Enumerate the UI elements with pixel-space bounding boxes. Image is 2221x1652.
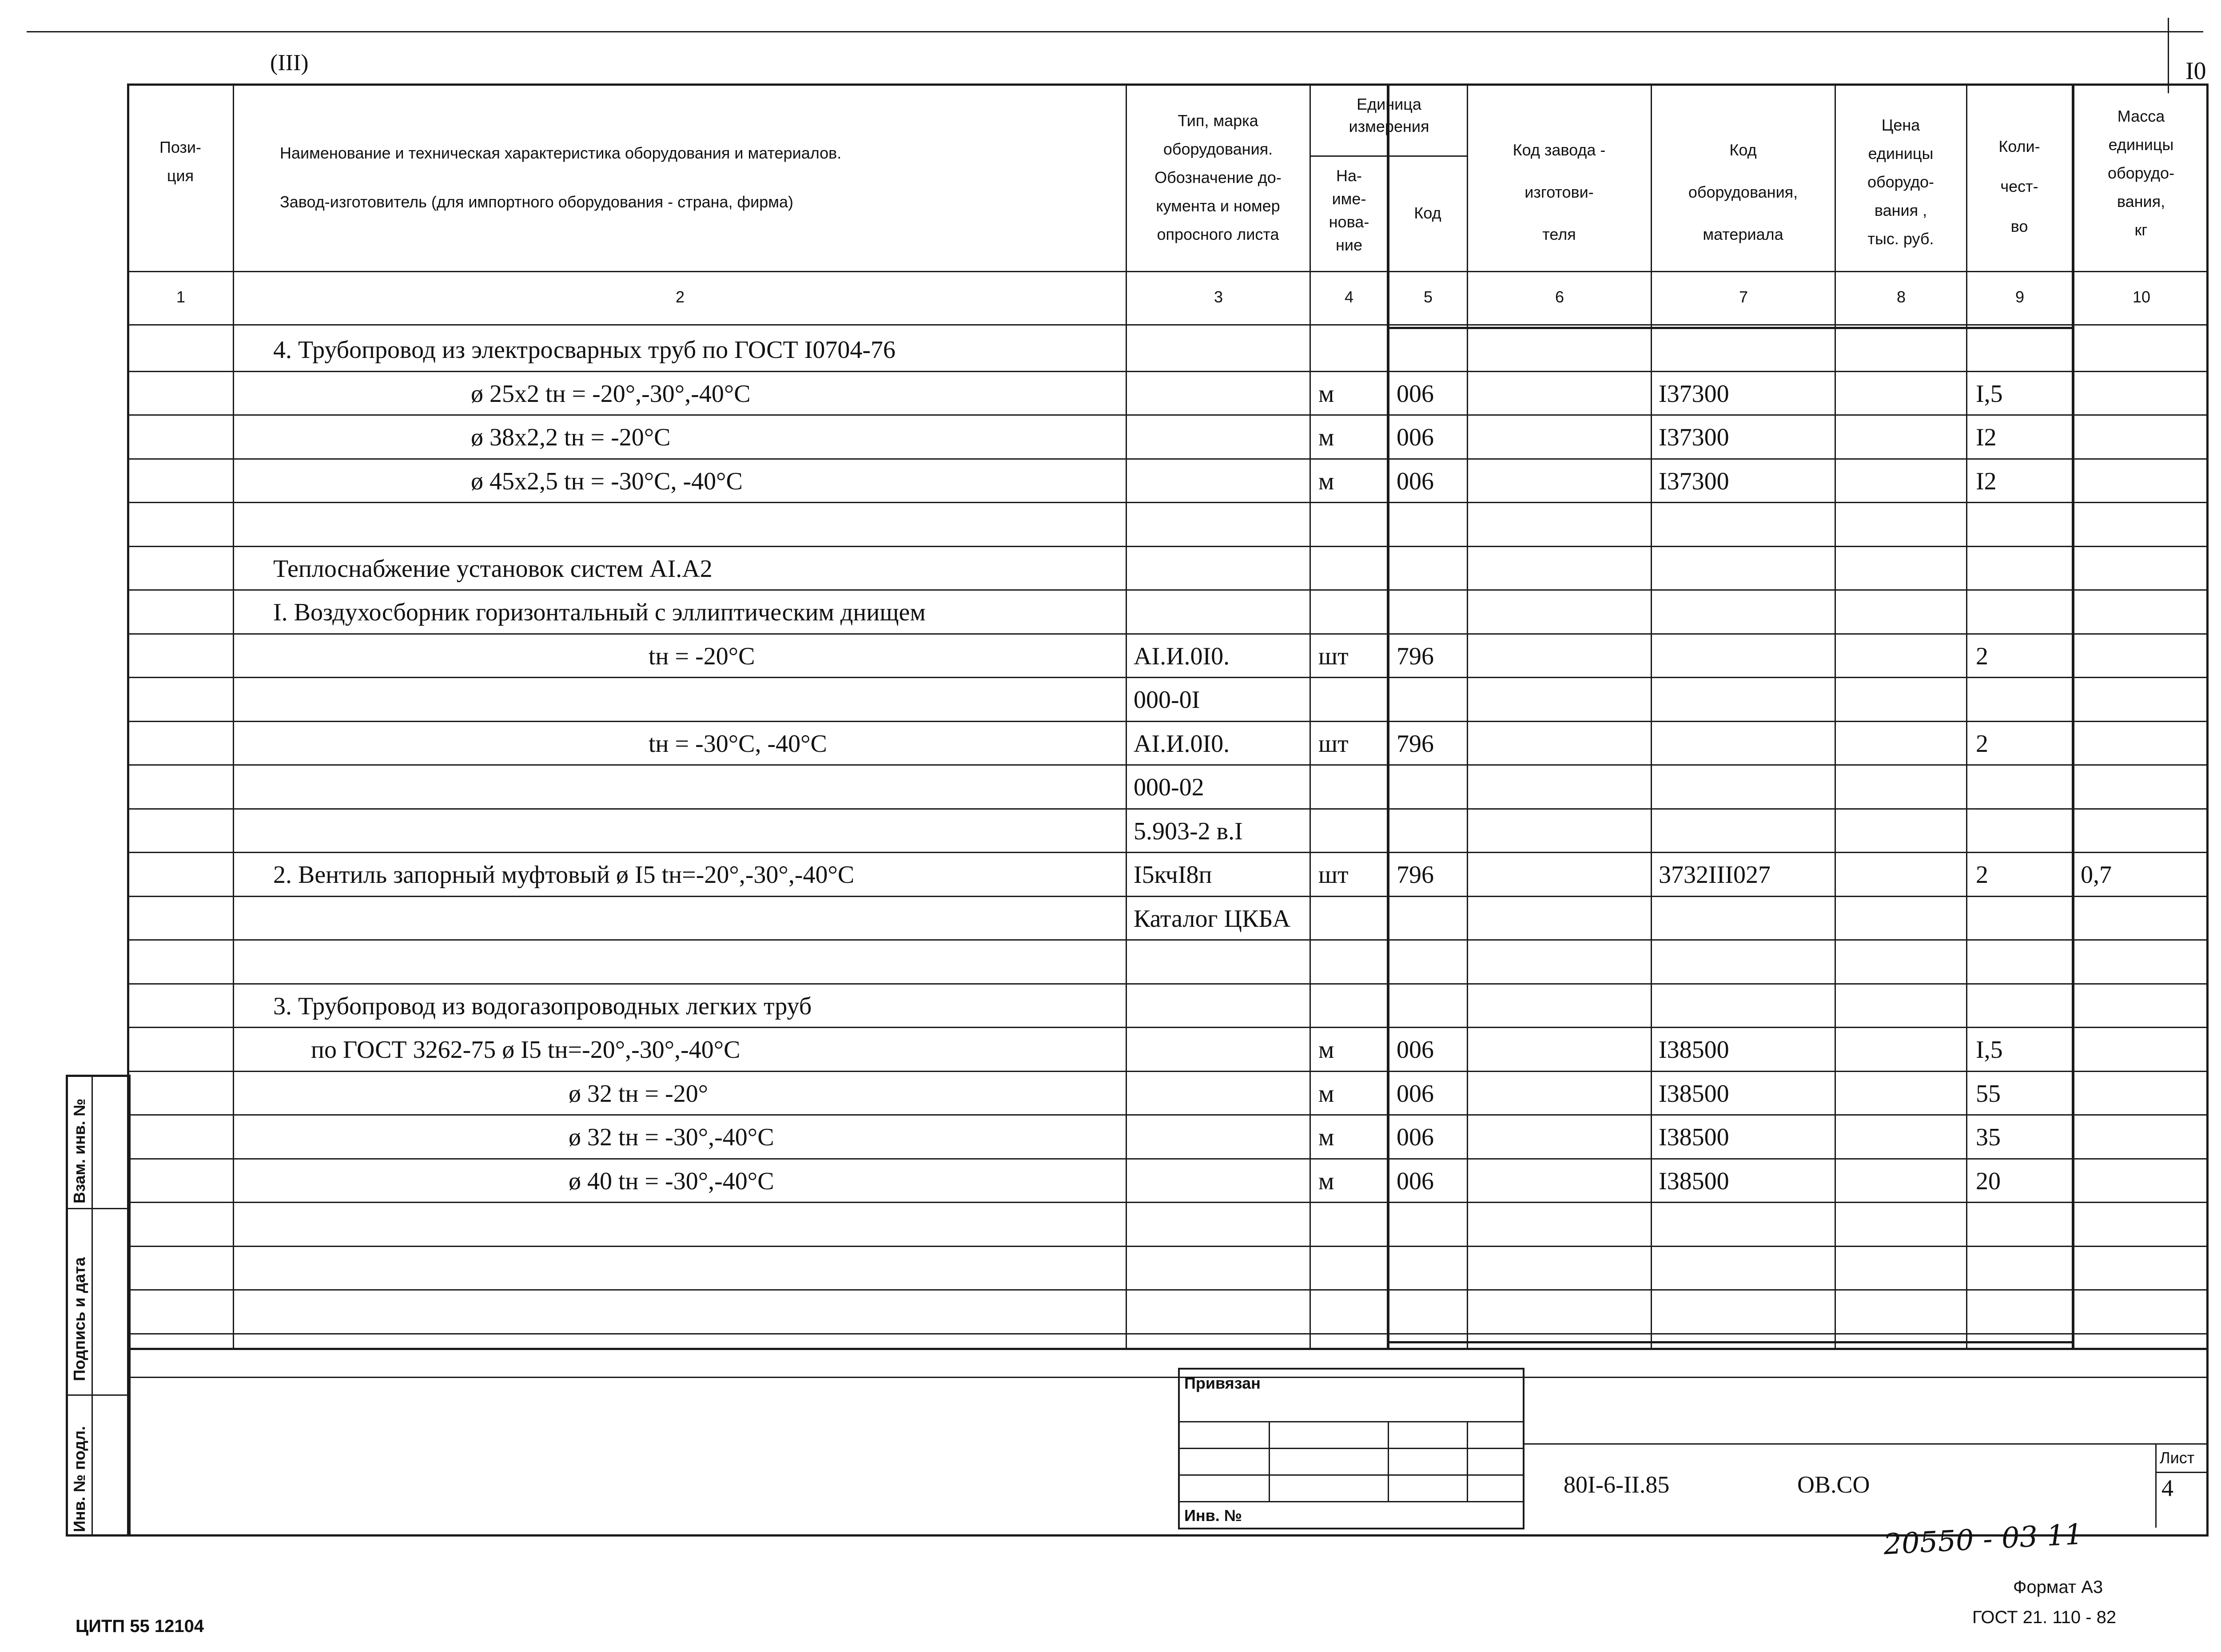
col-line-6 [1651, 83, 1652, 1350]
side-label-podpis: Подпись и дата [70, 1257, 88, 1381]
row-name-cell: ø 40 tн = -30°,-40°С [569, 1167, 774, 1195]
row-name-cell: tн = -20°С [649, 642, 755, 670]
row-rule [127, 764, 2209, 766]
privyazan-rule-2 [1178, 1448, 1524, 1449]
header-factory-code: Код завода - изготови- теля [1513, 141, 1606, 243]
privyazan-col-3 [1467, 1421, 1468, 1501]
row-cell-c7: I37300 [1659, 424, 1729, 451]
corner-rule [2168, 18, 2169, 93]
row-cell-c3: I5кчI8п [1134, 861, 1212, 889]
header-price: Цена единицы оборудо- вания , тыс. руб. [1867, 116, 1934, 248]
colnum-10: 10 [2132, 288, 2151, 306]
row-rule [127, 808, 2209, 810]
roman-numeral: (III) [270, 50, 309, 75]
row-cell-c9: I2 [1976, 467, 1997, 495]
col-line-7 [1835, 83, 1836, 1350]
row-cell-c5: 006 [1397, 380, 1434, 408]
row-cell-c3: 000-02 [1134, 774, 1204, 801]
row-rule [127, 983, 2209, 985]
row-cell-c7: I38500 [1659, 1080, 1729, 1108]
row-cell-c5: 006 [1397, 424, 1434, 451]
row-cell-c5: 796 [1397, 861, 1434, 889]
header-equipment-code: Код оборудования, материала [1688, 141, 1798, 243]
colnum-7: 7 [1739, 288, 1748, 306]
col-line-2 [1126, 83, 1127, 1350]
col-line-8 [1966, 83, 1967, 1350]
row-name-cell: ø 25х2 tн = -20°,-30°,-40°С [471, 380, 751, 408]
row-rule [127, 1202, 2209, 1203]
row-cell-c4: м [1318, 1036, 1334, 1064]
row-rule [127, 1246, 2209, 1247]
colnum-bottom-rule [127, 324, 2209, 326]
colnum-3: 3 [1214, 288, 1223, 306]
row-cell-c4: м [1318, 467, 1334, 495]
side-stamp-rule-2 [66, 1394, 131, 1396]
row-cell-c4: м [1318, 380, 1334, 408]
row-cell-c9: 2 [1976, 642, 1988, 670]
row-cell-c5: 006 [1397, 1080, 1434, 1108]
row-cell-c4: м [1318, 1080, 1334, 1108]
bottom-frame [127, 1348, 2209, 1537]
row-cell-c9: 2 [1976, 730, 1988, 758]
privyazan-rule-3 [1178, 1474, 1524, 1476]
row-cell-c3: АI.И.0I0. [1134, 642, 1230, 670]
colnum-5: 5 [1423, 288, 1433, 306]
header-position: Пози- ция [159, 138, 202, 185]
row-name-cell: ø 38х2,2 tн = -20°С [471, 424, 671, 451]
privyazan-rule-1 [1178, 1421, 1524, 1422]
list-box-rule [2155, 1472, 2209, 1473]
doc-suffix: ОВ.СО [1797, 1471, 1870, 1498]
privyazan-col-1 [1269, 1421, 1270, 1501]
printer-code: ЦИТП 55 12104 [76, 1616, 204, 1636]
colnum-2: 2 [675, 288, 685, 306]
row-name-cell: I. Воздухосборник горизонтальный с эллиптическим днищем [273, 599, 926, 626]
row-cell-c9: 20 [1976, 1167, 2001, 1195]
colnum-9: 9 [2015, 288, 2025, 306]
row-rule [127, 721, 2209, 722]
privyazan-label: Привязан [1184, 1374, 1261, 1392]
row-cell-c5: 796 [1397, 730, 1434, 758]
col-line-1 [233, 83, 234, 1350]
col-line-9 [2072, 83, 2074, 1350]
row-rule [127, 1071, 2209, 1072]
col-line-3 [1310, 83, 1311, 1350]
header-unit-group: Единица измерения [1349, 95, 1429, 135]
header-type: Тип, марка оборудования. Обозначение до- кумента и номер опросного листа [1154, 111, 1282, 243]
title-block-top [1524, 1443, 2209, 1445]
unit-group-rule [1310, 155, 1468, 157]
header-quantity: Коли- чест- во [1998, 137, 2040, 235]
header-mass: Масса единицы оборудо- вания, кг [2107, 107, 2175, 239]
doc-code: 80I-6-II.85 [1564, 1471, 1670, 1498]
side-stamp-divider [92, 1075, 93, 1537]
row-rule [127, 589, 2209, 591]
row-rule [127, 852, 2209, 853]
row-cell-c5: 006 [1397, 467, 1434, 495]
colnum-1: 1 [176, 288, 186, 306]
row-cell-c5: 006 [1397, 1167, 1434, 1195]
col-line-4 [1387, 83, 1389, 1350]
row-cell-c7: 3732III027 [1659, 861, 1771, 889]
row-cell-c3: 5.903-2 в.I [1134, 817, 1243, 845]
row-name-cell: 4. Трубопровод из электросварных труб по ГОСТ I0704-76 [273, 336, 896, 364]
row-cell-c4: шт [1318, 730, 1349, 758]
top-rule [27, 31, 2203, 32]
row-cell-c9: I2 [1976, 424, 1997, 451]
row-name-cell: ø 45х2,5 tн = -30°С, -40°С [471, 467, 743, 495]
row-cell-c3: 000-0I [1134, 686, 1200, 714]
side-label-vzam: Взам. инв. № [70, 1098, 88, 1203]
colnum-6: 6 [1555, 288, 1564, 306]
row-cell-c9: 2 [1976, 861, 1988, 889]
row-cell-c3: АI.И.0I0. [1134, 730, 1230, 758]
format-label: Формат А3 [2013, 1577, 2103, 1597]
row-name-cell: по ГОСТ 3262-75 ø I5 tн=-20°,-30°,-40°С [311, 1036, 740, 1064]
colnum-4: 4 [1344, 288, 1354, 306]
row-cell-c10: 0,7 [2081, 861, 2112, 889]
row-cell-c7: I38500 [1659, 1167, 1729, 1195]
list-number: 4 [2161, 1475, 2173, 1501]
row-cell-c7: I37300 [1659, 380, 1729, 408]
side-label-inv-podl: Инв. № подл. [70, 1426, 88, 1532]
header-unit-code: Код [1414, 204, 1441, 222]
side-stamp-rule-1 [66, 1208, 131, 1209]
row-cell-c3: Каталог ЦКБА [1134, 905, 1291, 933]
row-cell-c9: 55 [1976, 1080, 2001, 1108]
privyazan-col-2 [1388, 1421, 1389, 1501]
handwritten-number: 20550 - 03 11 [1883, 1518, 2084, 1561]
row-rule [127, 896, 2209, 897]
data-box-top [1387, 327, 2074, 329]
row-rule [127, 458, 2209, 460]
header-unit-name: На- име- нова- ние [1329, 167, 1369, 254]
row-rule [127, 371, 2209, 372]
row-cell-c5: 796 [1397, 642, 1434, 670]
sheet-corner-number: I0 [2185, 57, 2206, 85]
colnum-8: 8 [1896, 288, 1906, 306]
row-cell-c4: шт [1318, 642, 1349, 670]
main-table-frame [127, 83, 2209, 1350]
row-rule [127, 546, 2209, 547]
row-rule [127, 1027, 2209, 1028]
header-name: Наименование и техническая характеристика оборудования и материалов. Завод-изготовитель (для импортного оборудования - страна, фирма) [280, 144, 842, 211]
row-name-cell: tн = -30°С, -40°С [649, 730, 827, 758]
row-name-cell: Теплоснабжение установок систем АI.А2 [273, 555, 712, 583]
row-name-cell: ø 32 tн = -20° [569, 1080, 708, 1108]
row-name-cell: 3. Трубопровод из водогазопроводных легких труб [273, 992, 812, 1020]
col-line-5 [1467, 83, 1468, 1350]
gost-label: ГОСТ 21. 110 - 82 [1972, 1608, 2117, 1627]
list-label: Лист [2160, 1449, 2195, 1467]
row-rule [127, 1333, 2209, 1334]
row-rule [127, 633, 2209, 635]
row-rule [127, 414, 2209, 416]
row-cell-c7: I37300 [1659, 467, 1729, 495]
row-cell-c9: I,5 [1976, 1036, 2003, 1064]
row-cell-c4: м [1318, 1124, 1334, 1151]
row-name-cell: 2. Вентиль запорный муфтовый ø I5 tн=-20°,-30°,-40°С [273, 861, 855, 889]
header-bottom-rule [127, 271, 2209, 272]
row-rule [127, 1158, 2209, 1160]
row-rule [127, 502, 2209, 503]
row-cell-c5: 006 [1397, 1036, 1434, 1064]
row-cell-c7: I38500 [1659, 1036, 1729, 1064]
row-cell-c9: I,5 [1976, 380, 2003, 408]
privyazan-rule-4 [1178, 1501, 1524, 1502]
row-rule [127, 677, 2209, 678]
inv-no-label: Инв. № [1184, 1506, 1242, 1525]
row-rule [127, 939, 2209, 941]
row-cell-c4: м [1318, 424, 1334, 451]
row-cell-c9: 35 [1976, 1124, 2001, 1151]
data-box-bottom [1387, 1341, 2074, 1343]
row-cell-c4: м [1318, 1167, 1334, 1195]
list-box-divider [2155, 1443, 2157, 1528]
row-rule [127, 1289, 2209, 1291]
row-cell-c5: 006 [1397, 1124, 1434, 1151]
row-rule [127, 1114, 2209, 1116]
row-cell-c7: I38500 [1659, 1124, 1729, 1151]
row-name-cell: ø 32 tн = -30°,-40°С [569, 1124, 774, 1151]
row-cell-c4: шт [1318, 861, 1349, 889]
